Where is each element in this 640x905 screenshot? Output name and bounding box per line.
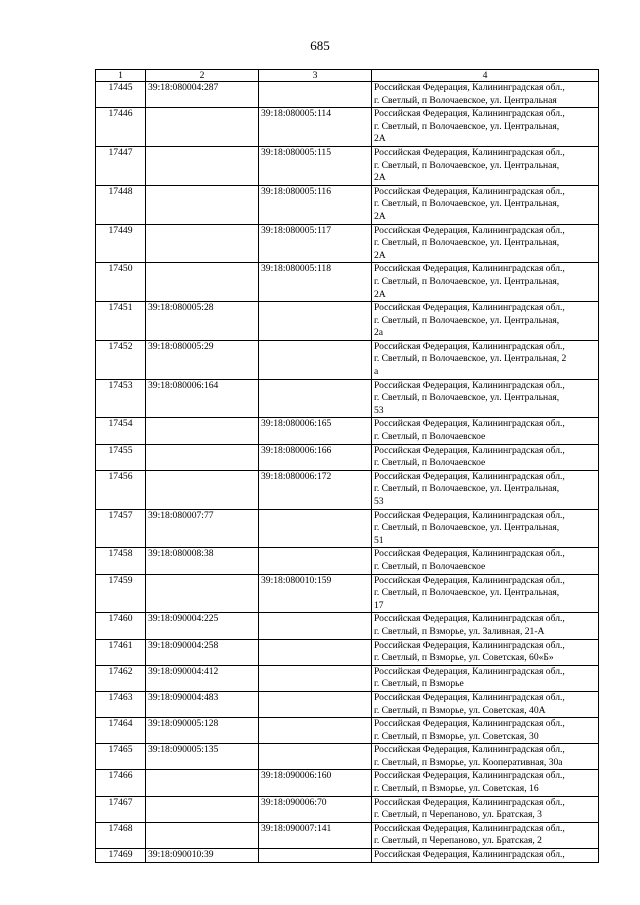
table-row <box>96 744 599 770</box>
table-row <box>96 185 599 224</box>
row-number: 17469 <box>96 849 146 863</box>
cadastral-number-col2 <box>146 108 259 147</box>
address-cell: Российская Федерация, Калининградская обл., г. Светлый, п Волочаевское, ул. Центральная, 2А <box>372 263 599 302</box>
table-row <box>96 849 599 863</box>
address-cell: Российская Федерация, Калининградская обл., г. Светлый, п Волочаевское, ул. Центральная, 53 <box>372 470 599 509</box>
address-cell: Российская Федерация, Калининградская обл., г. Светлый, п Взморье <box>372 665 599 691</box>
row-number: 17454 <box>96 418 146 444</box>
row-number: 17449 <box>96 224 146 263</box>
header-row <box>96 70 599 82</box>
address-cell: Российская Федерация, Калининградская обл., г. Светлый, п Волочаевское, ул. Центральная, 53 <box>372 379 599 418</box>
address-cell: Российская Федерация, Калининградская обл., г. Светлый, п Волочаевское <box>372 444 599 470</box>
column-header: 3 <box>259 70 372 82</box>
address-cell: Российская Федерация, Калининградская обл., г. Светлый, п Волочаевское, ул. Центральная, 2 а <box>372 340 599 379</box>
table-row <box>96 379 599 418</box>
table-row <box>96 639 599 665</box>
table-row <box>96 146 599 185</box>
cadastral-number-col2 <box>146 418 259 444</box>
row-number: 17465 <box>96 744 146 770</box>
registry-table <box>95 69 599 863</box>
cadastral-number-col2: 39:18:090004:412 <box>146 665 259 691</box>
table-row <box>96 418 599 444</box>
cadastral-number-col2: 39:18:080005:29 <box>146 340 259 379</box>
table-row <box>96 108 599 147</box>
cadastral-number-col2 <box>146 796 259 822</box>
cadastral-number-col2: 39:18:080005:28 <box>146 302 259 341</box>
cadastral-number-col2 <box>146 263 259 302</box>
cadastral-number-col3 <box>259 302 372 341</box>
table-row <box>96 796 599 822</box>
table-row <box>96 665 599 691</box>
cadastral-number-col2: 39:18:090005:135 <box>146 744 259 770</box>
row-number: 17463 <box>96 691 146 717</box>
cadastral-number-col3: 39:18:080010:159 <box>259 574 372 613</box>
cadastral-number-col2: 39:18:080006:164 <box>146 379 259 418</box>
page-number: 685 <box>310 38 330 53</box>
cadastral-number-col2 <box>146 470 259 509</box>
row-number: 17455 <box>96 444 146 470</box>
cadastral-number-col2: 39:18:080008:38 <box>146 548 259 574</box>
row-number: 17467 <box>96 796 146 822</box>
cadastral-number-col3 <box>259 849 372 863</box>
table-row <box>96 470 599 509</box>
cadastral-number-col2: 39:18:080007:77 <box>146 509 259 548</box>
address-cell: Российская Федерация, Калининградская обл., г. Светлый, п Волочаевское, ул. Центральная, 2А <box>372 224 599 263</box>
cadastral-number-col3 <box>259 718 372 744</box>
address-cell: Российская Федерация, Калининградская обл., г. Светлый, п Взморье, ул. Советская, 40А <box>372 691 599 717</box>
address-cell: Российская Федерация, Калининградская обл., г. Светлый, п Волочаевское <box>372 548 599 574</box>
cadastral-number-col3: 39:18:080006:165 <box>259 418 372 444</box>
cadastral-number-col3: 39:18:080005:117 <box>259 224 372 263</box>
address-cell: Российская Федерация, Калининградская обл., г. Светлый, п Черепаново, ул. Братская, 2 <box>372 822 599 848</box>
cadastral-number-col2 <box>146 146 259 185</box>
address-cell: Российская Федерация, Калининградская обл., г. Светлый, п Волочаевское, ул. Центральная, 51 <box>372 509 599 548</box>
table-row <box>96 613 599 639</box>
cadastral-number-col3 <box>259 548 372 574</box>
cadastral-number-col2: 39:18:090004:258 <box>146 639 259 665</box>
cadastral-number-col3 <box>259 639 372 665</box>
row-number: 17459 <box>96 574 146 613</box>
cadastral-number-col2: 39:18:090005:128 <box>146 718 259 744</box>
cadastral-number-col3: 39:18:080005:114 <box>259 108 372 147</box>
table-row <box>96 548 599 574</box>
table-row <box>96 302 599 341</box>
cadastral-number-col3: 39:18:080005:115 <box>259 146 372 185</box>
cadastral-number-col2 <box>146 770 259 796</box>
cadastral-number-col3: 39:18:090007:141 <box>259 822 372 848</box>
cadastral-number-col3: 39:18:080005:116 <box>259 185 372 224</box>
table-row <box>96 82 599 108</box>
address-cell: Российская Федерация, Калининградская обл., г. Светлый, п Волочаевское, ул. Центральная, 2А <box>372 108 599 147</box>
row-number: 17460 <box>96 613 146 639</box>
row-number: 17450 <box>96 263 146 302</box>
row-number: 17452 <box>96 340 146 379</box>
address-cell: Российская Федерация, Калининградская обл., г. Светлый, п Черепаново, ул. Братская, 3 <box>372 796 599 822</box>
row-number: 17468 <box>96 822 146 848</box>
address-cell: Российская Федерация, Калининградская обл., г. Светлый, п Волочаевское, ул. Центральная, 17 <box>372 574 599 613</box>
cadastral-number-col2 <box>146 444 259 470</box>
cadastral-number-col2: 39:18:090004:225 <box>146 613 259 639</box>
cadastral-number-col2: 39:18:080004:287 <box>146 82 259 108</box>
row-number: 17453 <box>96 379 146 418</box>
cadastral-number-col2 <box>146 822 259 848</box>
row-number: 17457 <box>96 509 146 548</box>
address-cell: Российская Федерация, Калининградская обл., г. Светлый, п Взморье, ул. Советская, 30 <box>372 718 599 744</box>
row-number: 17445 <box>96 82 146 108</box>
address-cell: Российская Федерация, Калининградская обл., г. Светлый, п Взморье, ул. Заливная, 21-А <box>372 613 599 639</box>
column-header: 4 <box>372 70 599 82</box>
address-cell: Российская Федерация, Калининградская обл., г. Светлый, п Взморье, ул. Советская, 16 <box>372 770 599 796</box>
column-header: 2 <box>146 70 259 82</box>
cadastral-number-col3 <box>259 82 372 108</box>
cadastral-number-col3 <box>259 744 372 770</box>
table-row <box>96 574 599 613</box>
row-number: 17464 <box>96 718 146 744</box>
address-cell: Российская Федерация, Калининградская обл., г. Светлый, п Волочаевское, ул. Центральная, 2а <box>372 302 599 341</box>
address-cell: Российская Федерация, Калининградская обл., г. Светлый, п Волочаевское, ул. Центральная <box>372 82 599 108</box>
cadastral-number-col3 <box>259 613 372 639</box>
address-cell: Российская Федерация, Калининградская обл., <box>372 849 599 863</box>
table-row <box>96 770 599 796</box>
cadastral-number-col2 <box>146 224 259 263</box>
table-row <box>96 444 599 470</box>
table-row <box>96 340 599 379</box>
address-cell: Российская Федерация, Калининградская обл., г. Светлый, п Взморье, ул. Советская, 60«Б» <box>372 639 599 665</box>
table-row <box>96 224 599 263</box>
cadastral-number-col3 <box>259 691 372 717</box>
table-row <box>96 263 599 302</box>
row-number: 17458 <box>96 548 146 574</box>
cadastral-number-col2: 39:18:090010:39 <box>146 849 259 863</box>
cadastral-number-col3: 39:18:080006:172 <box>259 470 372 509</box>
row-number: 17451 <box>96 302 146 341</box>
row-number: 17446 <box>96 108 146 147</box>
table-row <box>96 718 599 744</box>
table-row <box>96 822 599 848</box>
row-number: 17462 <box>96 665 146 691</box>
cadastral-number-col3 <box>259 379 372 418</box>
cadastral-number-col2: 39:18:090004:483 <box>146 691 259 717</box>
address-cell: Российская Федерация, Калининградская обл., г. Светлый, п Волочаевское <box>372 418 599 444</box>
row-number: 17461 <box>96 639 146 665</box>
cadastral-number-col3: 39:18:090006:160 <box>259 770 372 796</box>
cadastral-number-col3 <box>259 509 372 548</box>
column-header: 1 <box>96 70 146 82</box>
cadastral-number-col3: 39:18:090006:70 <box>259 796 372 822</box>
cadastral-number-col3 <box>259 340 372 379</box>
cadastral-number-col3: 39:18:080005:118 <box>259 263 372 302</box>
row-number: 17447 <box>96 146 146 185</box>
cadastral-number-col2 <box>146 185 259 224</box>
cadastral-number-col2 <box>146 574 259 613</box>
address-cell: Российская Федерация, Калининградская обл., г. Светлый, п Волочаевское, ул. Центральная, 2А <box>372 185 599 224</box>
address-cell: Российская Федерация, Калининградская обл., г. Светлый, п Волочаевское, ул. Центральная, 2А <box>372 146 599 185</box>
row-number: 17456 <box>96 470 146 509</box>
row-number: 17466 <box>96 770 146 796</box>
address-cell: Российская Федерация, Калининградская обл., г. Светлый, п Взморье, ул. Кооперативная, 30а <box>372 744 599 770</box>
row-number: 17448 <box>96 185 146 224</box>
table-row <box>96 691 599 717</box>
cadastral-number-col3: 39:18:080006:166 <box>259 444 372 470</box>
cadastral-number-col3 <box>259 665 372 691</box>
table-row <box>96 509 599 548</box>
